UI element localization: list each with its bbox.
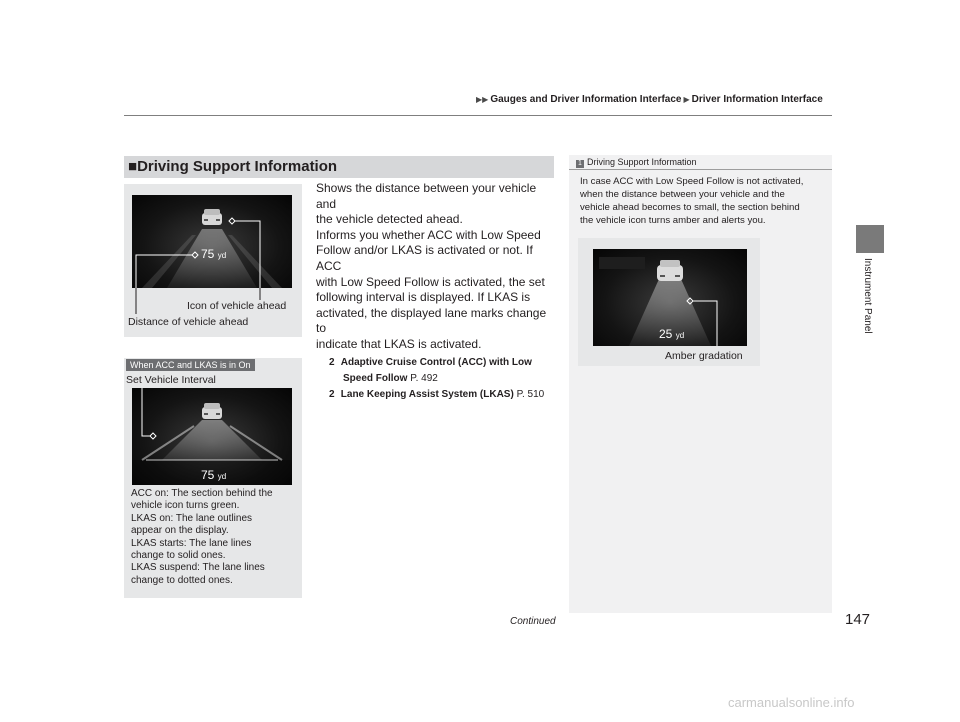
note-line: vehicle icon turns green. bbox=[131, 500, 240, 512]
label-amber-gradation: Amber gradation bbox=[665, 350, 743, 362]
cross-reference-icon: 2 bbox=[329, 388, 335, 400]
distance-unit-2: yd bbox=[217, 472, 227, 481]
chapter-tab-marker bbox=[856, 225, 884, 253]
distance-unit-3: yd bbox=[675, 331, 685, 340]
chapter-tab-label: Instrument Panel bbox=[862, 258, 873, 334]
distance-readout-2: 75 bbox=[201, 468, 215, 482]
note-line: LKAS suspend: The lane lines bbox=[131, 562, 265, 574]
section-heading bbox=[124, 156, 554, 178]
vehicle-ahead-icon bbox=[202, 209, 222, 225]
label-distance-vehicle-ahead: Distance of vehicle ahead bbox=[128, 316, 249, 328]
callout-lines-1 bbox=[124, 288, 302, 337]
label-icon-vehicle-ahead: Icon of vehicle ahead bbox=[187, 300, 287, 312]
body-paragraph: Shows the distance between your vehicle and the vehicle detected ahead. Informs you whether ACC with Low Speed Follow and/or LKAS is activated or not. If ACC with Low Speed Follow is activated, the set following interval is displayed. If LKAS is activated, the displayed lane marks change to indicate that LKAS is activated. 2 Adaptive Cruise Control (ACC) with Low Speed Follow P. 492 2 Lane Keeping Assist System (LKAS) P. 510 bbox=[316, 181, 556, 403]
cross-reference-lkas[interactable]: 2 Lane Keeping Assist System (LKAS) P. 510 bbox=[329, 387, 556, 403]
note-marker-icon: 1 bbox=[576, 160, 584, 168]
cross-reference-icon: 2 bbox=[329, 356, 335, 368]
distance-readout: 75 bbox=[201, 247, 215, 261]
page-number: 147 bbox=[845, 611, 871, 628]
note-line: change to solid ones. bbox=[131, 550, 226, 562]
note-line: ACC on: The section behind the bbox=[131, 488, 273, 499]
breadcrumb-crumb-2: Driver Information Interface bbox=[691, 94, 823, 105]
lane-view-graphic bbox=[132, 195, 292, 288]
display-screen-2 bbox=[132, 388, 292, 485]
note-line: LKAS starts: The lane lines bbox=[131, 537, 252, 549]
section-title: Driving Support Information bbox=[137, 158, 338, 175]
cross-reference-acc[interactable]: 2 Adaptive Cruise Control (ACC) with Low Speed Follow P. 492 bbox=[329, 356, 532, 384]
vehicle-ahead-icon bbox=[202, 403, 222, 419]
note-line: change to dotted ones. bbox=[131, 574, 233, 586]
figure-tag: When ACC and LKAS is in On bbox=[126, 359, 255, 371]
double-arrow-icon: ▶▶ bbox=[476, 95, 489, 104]
note-divider bbox=[569, 169, 832, 170]
vehicle-ahead-icon bbox=[657, 260, 683, 281]
square-bullet-icon: ■ bbox=[128, 158, 138, 175]
continued-label: Continued bbox=[510, 616, 556, 627]
display-screen-3 bbox=[593, 249, 747, 346]
watermark: carmanualsonline.info bbox=[728, 695, 855, 710]
display-screen-1 bbox=[132, 195, 292, 288]
note-heading: 1 Driving Support Information bbox=[576, 157, 697, 168]
breadcrumb bbox=[474, 94, 823, 105]
distance-readout-3: 25 bbox=[659, 327, 673, 341]
header-divider bbox=[124, 115, 832, 116]
distance-unit: yd bbox=[217, 251, 227, 260]
arrow-icon: ▶ bbox=[683, 95, 690, 104]
note-line: LKAS on: The lane outlines bbox=[131, 512, 253, 524]
note-line: appear on the display. bbox=[131, 525, 229, 537]
breadcrumb-crumb-1: Gauges and Driver Information Interface bbox=[490, 94, 682, 105]
note-body: In case ACC with Low Speed Follow is not activated, when the distance between your vehicle and the vehicle ahead becomes to small, the section behind the vehicle icon turns amber and alerts you. bbox=[580, 176, 804, 226]
acc-lkas-notes bbox=[131, 488, 299, 587]
label-set-vehicle-interval: Set Vehicle Interval bbox=[126, 374, 216, 386]
